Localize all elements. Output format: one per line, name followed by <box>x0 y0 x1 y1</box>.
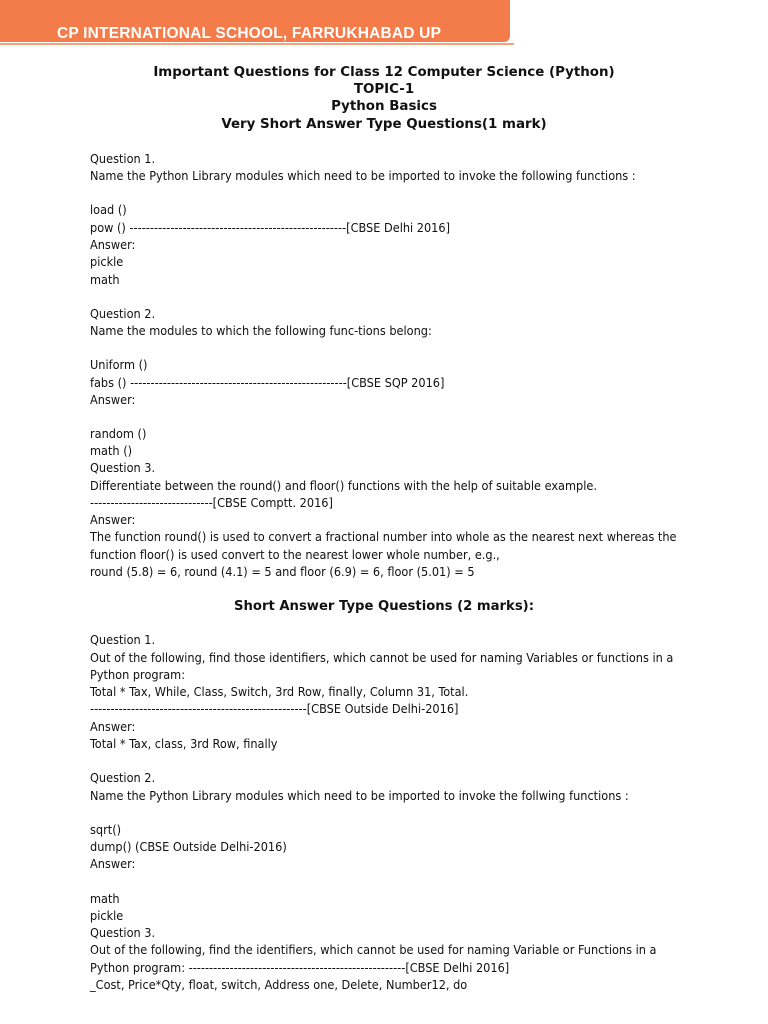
topic-label: TOPIC-1 <box>353 82 415 97</box>
vsa-q2-func-2: fabs () -----------------------------------------------------[CBSE SQP 2016] <box>90 375 445 390</box>
vsa-q1-text: Name the Python Library modules which need to be imported to invoke the following functions : <box>90 168 636 183</box>
vsa-q3-answer-3: round (5.8) = 6, round (4.1) = 5 and floor (6.9) = 6, floor (5.01) = 5 <box>90 564 475 579</box>
vsa-q3-answer-label: Answer: <box>90 512 136 527</box>
sa-q1-text-3: Total * Tax, While, Class, Switch, 3rd Row, finally, Column 31, Total. <box>90 684 469 699</box>
sa-q1-reference: -----------------------------------------------------[CBSE Outside Delhi-2016] <box>90 701 459 716</box>
vsa-q2-answer-label: Answer: <box>90 392 136 407</box>
vsa-q3-text: Differentiate between the round() and floor() functions with the help of suitable example. <box>90 478 597 493</box>
sa-q2-text: Name the Python Library modules which need to be imported to invoke the follwing functions : <box>90 788 629 803</box>
vsa-q1-func-2: pow () -----------------------------------------------------[CBSE Delhi 2016] <box>90 220 451 235</box>
sa-q3-text-1: Out of the following, find the identifiers, which cannot be used for naming Variable or Functions in a <box>90 942 657 957</box>
vsa-q3-answer-2: function floor() is used convert to the nearest lower whole number, e.g., <box>90 547 500 562</box>
vsa-q1-label: Question 1. <box>90 151 156 166</box>
vsa-q1-answer-2: math <box>90 272 120 287</box>
vsa-q2-func-1: Uniform () <box>90 357 148 372</box>
sa-q2-func-1: sqrt() <box>90 822 122 837</box>
sa-q2-label: Question 2. <box>90 770 156 785</box>
banner-underline <box>0 43 514 45</box>
vsa-q2-label: Question 2. <box>90 306 156 321</box>
sa-q2-answer-label: Answer: <box>90 856 136 871</box>
vsa-q2-text: Name the modules to which the following func-tions belong: <box>90 323 432 338</box>
sa-q1-text-2: Python program: <box>90 667 186 682</box>
vsa-q3-reference: ------------------------------[CBSE Comptt. 2016] <box>90 495 333 510</box>
sa-q3-text-2: Python program: -----------------------------------------------------[CBSE Delhi 2016] <box>90 960 510 975</box>
vsa-q2-answer-1: random () <box>90 426 147 441</box>
school-name: CP INTERNATIONAL SCHOOL, FARRUKHABAD UP <box>57 25 442 42</box>
sa-q3-text-3: _Cost, Price*Qty, float, switch, Address one, Delete, Number12, do <box>90 977 468 992</box>
vsa-q3-answer-1: The function round() is used to convert a fractional number into whole as the nearest next whereas the <box>90 529 677 544</box>
sa-q2-answer-1: math <box>90 891 120 906</box>
sa-q3-label: Question 3. <box>90 925 156 940</box>
sa-q1-label: Question 1. <box>90 632 156 647</box>
header-banner <box>0 0 510 42</box>
sa-q2-func-2: dump() (CBSE Outside Delhi-2016) <box>90 839 287 854</box>
vsa-q2-answer-2: math () <box>90 443 133 458</box>
sa-q2-answer-2: pickle <box>90 908 124 923</box>
topic-name: Python Basics <box>331 99 437 114</box>
vsa-q3-label: Question 3. <box>90 460 156 475</box>
sa-q1-text-1: Out of the following, find those identifiers, which cannot be used for naming Variables or functions in a <box>90 650 674 665</box>
sa-q1-answer-label: Answer: <box>90 719 136 734</box>
document-title: Important Questions for Class 12 Computer Science (Python) <box>153 65 615 80</box>
vsa-q1-answer-label: Answer: <box>90 237 136 252</box>
vsa-q1-answer-1: pickle <box>90 254 124 269</box>
section-heading-vsa: Very Short Answer Type Questions(1 mark) <box>221 117 547 132</box>
vsa-q1-func-1: load () <box>90 202 127 217</box>
sa-q1-answer-1: Total * Tax, class, 3rd Row, finally <box>90 736 278 751</box>
section-heading-sa: Short Answer Type Questions (2 marks): <box>234 599 534 614</box>
